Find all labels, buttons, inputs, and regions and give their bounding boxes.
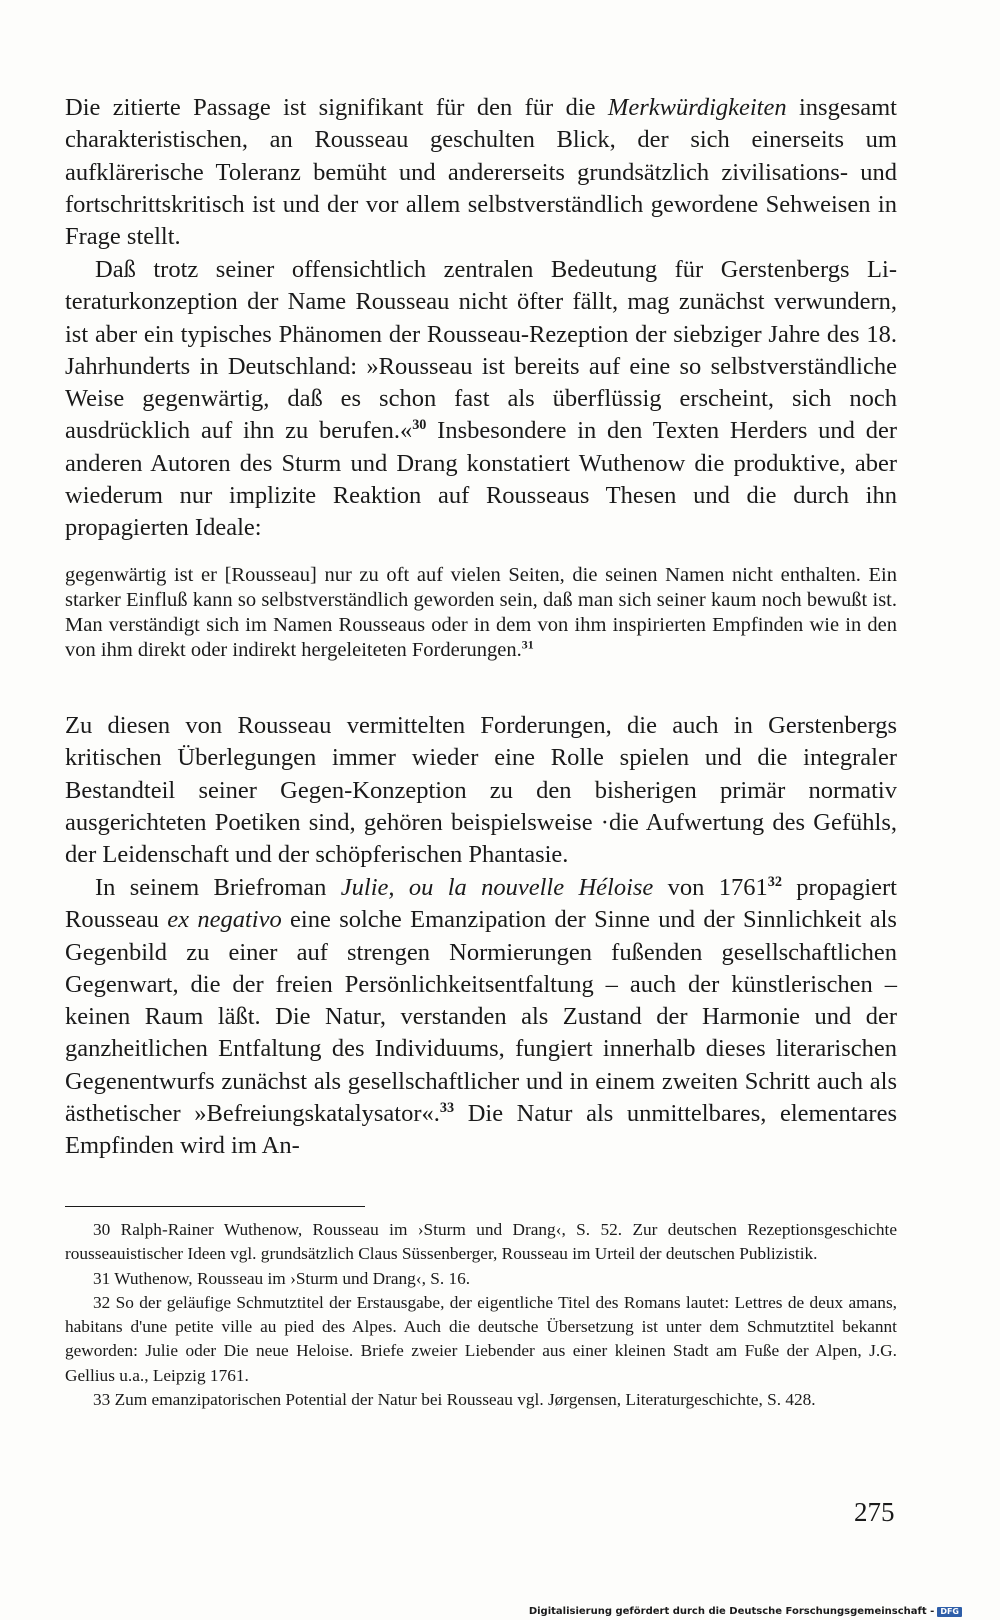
paragraph-text: Zu diesen von Rousseau vermittelten Forderungen, die auch in Gerstenbergs kritischen Überlegungen immer wieder eine Rolle spielen und die integraler Bestandteil seiner Gegen-Konzeption zu den bisherigen primär normativ ausgerichteten Poetiken sind, gehören beispielsweise ·die Aufwertung des Gefühls, der Leidenschaft und der schöpferischen Phantasie.	[65, 712, 897, 869]
paragraph-text: Insbesondere in den Texten Herders und der anderen Autoren des Sturm und Drang konstatiert Wuthenow die produktive, aber wiederum nur implizite Reaktion auf Rousseaus Thesen und die durch ihn propagierten Ideale:	[65, 417, 897, 542]
paragraph-text: eine solche Emanzipation der Sinne und der Sinnlichkeit als Gegenbild zu einer auf strengen Normierungen fußenden gesellschaftlichen Gegenwart, die der freien Persönlichkeitsentfaltung – auch der künstlerischen – keinen Raum läßt. Die Natur, verstanden als Zustand der Harmonie und der ganzheitlichen Entfaltung des Individuums, fungiert innerhalb dieses literarischen Gegenentwurfs zunächst als gesellschaftlicher und in einem zweiten Schritt auch als ästhetischer »Befreiungskatalysator«.	[65, 906, 897, 1128]
paragraph-2	[65, 254, 897, 545]
footnote-33: 33 Zum emanzipatorischen Potential der Natur bei Rousseau vgl. Jørgensen, Literaturgeschichte, S. 428.	[93, 1390, 816, 1410]
footnotes	[65, 1218, 897, 1412]
paragraph-text: von 1761	[653, 874, 768, 901]
italic-title: Merkwürdigkeiten	[607, 94, 787, 121]
footnote-marker[interactable]: 32	[767, 873, 782, 890]
block-quote	[65, 563, 897, 663]
footnote-30: 30 Ralph-Rainer Wuthenow, Rousseau im ›Sturm und Drang‹, S. 52. Zur deutschen Rezeptionsgeschichte rousseauistischer Ideen vgl. grundsätzlich Claus Süssenberger, Rousseau im Urteil der deutschen Publizistik.	[65, 1220, 897, 1264]
footnote-31: 31 Wuthenow, Rousseau im ›Sturm und Drang‹, S. 16.	[93, 1268, 471, 1288]
paragraph-text: In seinem Briefroman	[95, 874, 341, 901]
paragraph-text: Die Natur als unmittelbares, elementares Empfinden wird im An-	[65, 1100, 897, 1160]
digitization-text: Digitalisierung gefördert durch die Deutsche Forschungsgemeinschaft -	[528, 1606, 935, 1617]
italic-title: Julie, ou la nouvelle Héloise	[340, 874, 654, 901]
paragraph-text: Die zitierte Passage ist signifikant für den für die	[65, 94, 608, 121]
page-number: 275	[854, 1497, 895, 1527]
paragraph-1	[65, 92, 897, 253]
italic-phrase: ex negativo	[167, 906, 282, 934]
quote-text: gegenwärtig ist er [Rousseau] nur zu oft auf vielen Seiten, die seinen Namen nicht enthalten. Ein starker Einfluß kann so selbstverständlich geworden sein, daß man sich seiner kaum noch bewußt ist. Man verständigt sich im Namen Rousseaus oder in dem von ihm inspirierten Empfinden wie in den von ihm direkt oder indirekt hergeleiteten Forderungen.	[65, 564, 897, 661]
dfg-logo-icon: DFG	[937, 1607, 962, 1617]
footnote-32: 32 So der geläufige Schmutztitel der Erstausgabe, der eigentliche Titel des Romans lautet: Lettres de deux amans, habitans d'une petite ville au pied des Alpes. Auch die deutsche Übersetzung ist unter dem Schmutztitel bekannt geworden: Julie oder Die neue Heloise. Briefe zweier Liebender aus einer kleinen Stadt am Fuße der Alpen, J.G. Gellius u.a., Leipzig 1761.	[65, 1292, 897, 1385]
paragraph-text: insgesamt charakteristischen, an Rousseau geschulten Blick, der sich einerseits um aufklärerische Toleranz bemüht und andererseits grundsätzlich zivilisations- und fortschrittskritisch ist und der vor allem selbstverständlich gewordene Sehweisen in Frage stellt.	[65, 94, 897, 251]
footnote-marker[interactable]: 30	[412, 417, 427, 434]
footnote-marker[interactable]: 31	[521, 637, 534, 652]
paragraph-4	[65, 872, 897, 1163]
digitization-credit	[529, 1606, 962, 1618]
footnote-marker[interactable]: 33	[439, 1099, 455, 1116]
paragraph-3	[65, 710, 897, 871]
paragraph-text: Daß trotz seiner offensichtlich zentralen Bedeutung für Gerstenbergs Literaturkonzeption der Name Rousseau nicht öfter fällt, mag zunächst verwundern, ist aber ein typisches Phänomen der Rousseau-Rezeption der siebziger Jahre des 18. Jahrhunderts in Deutschland: »Rousseau ist bereits auf eine so selbstverständliche Weise gegenwärtig, daß es schon fast als überflüssig erscheint, sich noch ausdrücklich auf ihn zu berufen.«	[65, 256, 897, 445]
paragraph-text: propagiert Rousseau	[65, 874, 897, 934]
footnote-separator	[65, 1206, 365, 1207]
